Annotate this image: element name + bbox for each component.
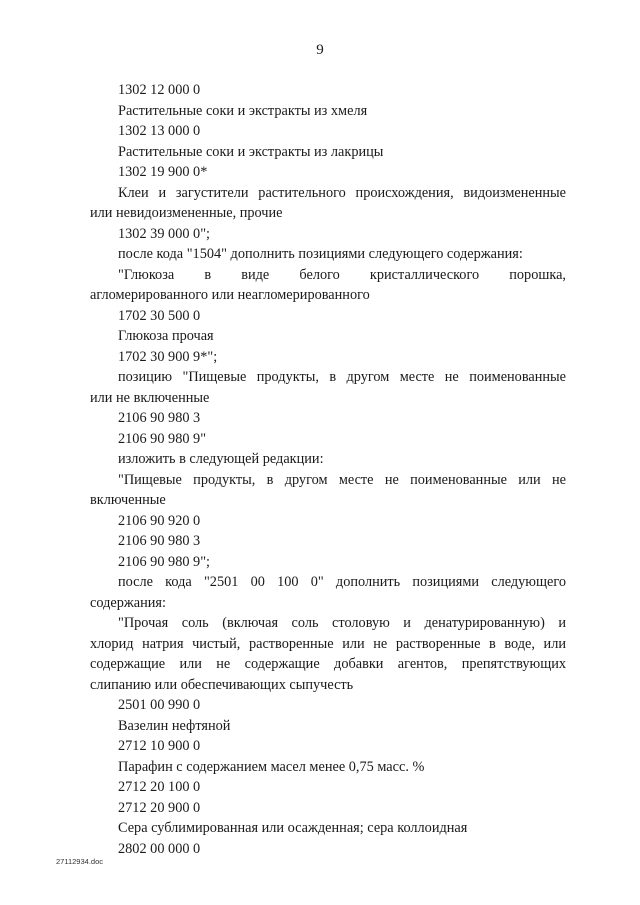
text-line: "Прочая соль (включая соль столовую и денатурированную) и	[118, 615, 566, 631]
text-line: 1302 39 000 0";	[118, 225, 211, 242]
text-line: 2712 20 900 0	[118, 799, 201, 816]
text-line: "Глюкоза в виде белого кристаллического порошка,	[118, 266, 566, 283]
text-line: хлорид натрия чистый, растворенные или не растворенные в воде, или	[90, 635, 566, 652]
text-line: позицию "Пищевые продукты, в другом месте не поименованные	[118, 369, 566, 385]
text-line: изложить в следующей редакции:	[118, 451, 324, 467]
text-line: после кода "2501 00 100 0" дополнить позициями следующего	[118, 574, 566, 590]
text-line: Парафин с содержанием масел менее 0,75 масс. %	[118, 758, 425, 775]
text-line: 2106 90 980 3	[118, 410, 201, 426]
text-line: Клеи и загустители растительного происхождения, видоизмененные	[118, 184, 566, 201]
text-line: 2106 90 920 0	[118, 512, 201, 529]
text-line: Растительные соки и экстракты из хмеля	[118, 102, 368, 119]
text-line: 2712 10 900 0	[118, 738, 201, 754]
text-line: включенные	[90, 492, 166, 508]
text-line: "Пищевые продукты, в другом месте не поименованные или не	[118, 471, 566, 488]
text-line: 1702 30 900 9*";	[118, 348, 218, 365]
page-number: 9	[316, 42, 324, 58]
text-line: слипанию или обеспечивающих сыпучесть	[90, 676, 354, 693]
text-line: 1302 12 000 0	[118, 82, 201, 98]
text-line: Глюкоза прочая	[118, 328, 214, 344]
text-line: 1302 13 000 0	[118, 123, 201, 139]
text-line: 1302 19 900 0*	[118, 164, 208, 180]
text-line: содержащие или не содержащие добавки агентов, препятствующих	[90, 656, 566, 672]
text-line: 2802 00 000 0	[118, 840, 201, 857]
text-line: после кода "1504" дополнить позициями следующего содержания:	[118, 246, 523, 262]
text-line: агломерированного или неагломерированного	[90, 287, 370, 303]
text-line: 2712 20 100 0	[118, 779, 201, 795]
text-line: Вазелин нефтяной	[118, 717, 231, 734]
text-line: 1702 30 500 0	[118, 307, 201, 324]
text-line: или не включенные	[90, 389, 210, 406]
text-line: содержания:	[90, 594, 166, 611]
text-line: 2106 90 980 9";	[118, 553, 211, 570]
text-line: 2501 00 990 0	[118, 697, 201, 713]
text-line: или невидоизмененные, прочие	[90, 205, 283, 221]
document-body	[90, 80, 566, 859]
text-line: 2106 90 980 3	[118, 533, 201, 549]
text-line: Сера сублимированная или осажденная; сера коллоидная	[118, 820, 468, 836]
file-name-footer: 27112934.doc	[56, 857, 103, 866]
text-line: Растительные соки и экстракты из лакрицы	[118, 143, 384, 160]
text-line: 2106 90 980 9"	[118, 430, 207, 447]
